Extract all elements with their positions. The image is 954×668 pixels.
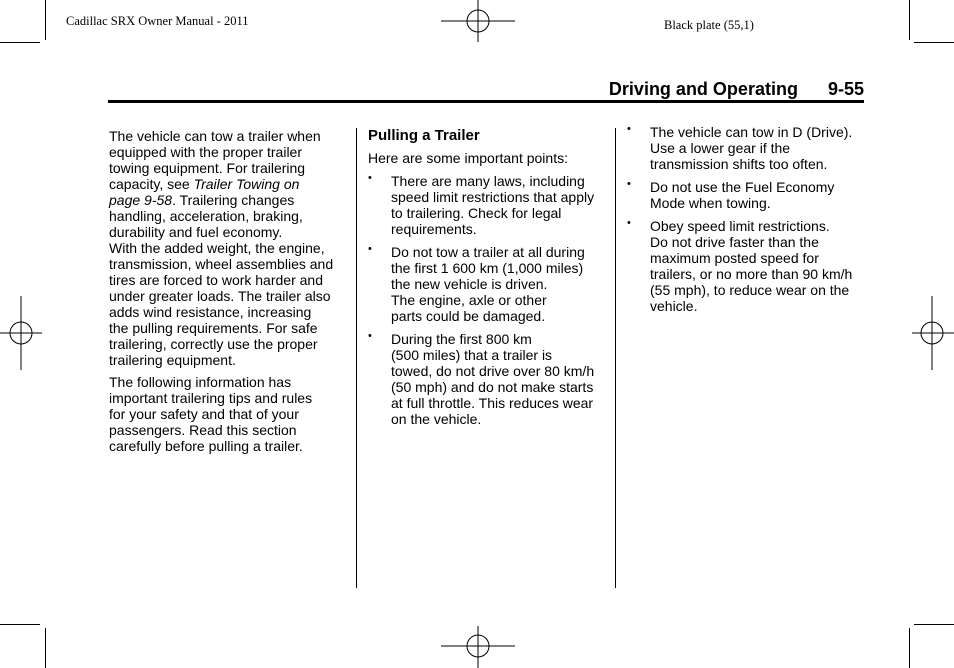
text-line: Do not tow a trailer at all during: [391, 244, 585, 260]
text-line: the new vehicle is driven.: [391, 276, 548, 292]
text-line: important trailering tips and rules: [109, 390, 313, 406]
text-line: under greater loads. The trailer also: [109, 288, 331, 304]
bullet-icon: •: [368, 172, 372, 184]
registration-mark-left: [0, 296, 42, 370]
crop-mark-top-left-v: [45, 0, 46, 40]
text-run: . Trailering changes: [172, 192, 295, 208]
text-line: With the added weight, the engine,: [109, 240, 325, 256]
crop-mark-top-right-v: [909, 0, 910, 40]
bullet-icon: •: [627, 123, 631, 135]
crop-mark-top-left-h: [0, 42, 40, 43]
text-run: capacity, see: [109, 176, 194, 192]
text-line: Use a lower gear if the: [650, 140, 791, 156]
crop-mark-bottom-right-h: [914, 624, 954, 625]
text-line: on the vehicle.: [391, 411, 482, 427]
cross-reference-link[interactable]: Trailer Towing on: [193, 176, 300, 192]
text-line: trailering, correctly use the proper: [109, 336, 318, 352]
text-line: transmission, wheel assemblies and: [109, 256, 334, 272]
text-line: Mode when towing.: [650, 195, 771, 211]
text-line: The vehicle can tow a trailer when: [109, 128, 321, 144]
text-line: to trailering. Check for legal: [391, 205, 562, 221]
paragraph-following-info: [109, 374, 349, 454]
text-line: There are many laws, including: [391, 173, 585, 189]
text-line: (500 miles) that a trailer is: [391, 347, 553, 363]
text-line: the pulling requirements. For safe: [109, 320, 318, 336]
text-line: tires are forced to work harder and: [109, 272, 323, 288]
list-item: [368, 244, 610, 324]
crop-mark-top-right-h: [914, 42, 954, 43]
registration-mark-top: [441, 0, 515, 42]
text-line: the first 1 600 km (1,000 miles): [391, 260, 584, 276]
text-line: transmission shifts too often.: [650, 156, 828, 172]
text-line: carefully before pulling a trailer.: [109, 438, 303, 454]
page-header: [560, 79, 864, 100]
text-line: trailering equipment.: [109, 352, 236, 368]
bullet-icon: •: [627, 217, 631, 229]
bullet-icon: •: [368, 330, 372, 342]
text-line: trailers, or no more than 90 km/h: [650, 266, 853, 282]
crop-mark-bottom-right-v: [909, 628, 910, 668]
text-line: The vehicle can tow in D (Drive).: [650, 124, 853, 140]
list-item: [627, 218, 867, 314]
text-line: The engine, axle or other: [391, 292, 547, 308]
list-item: [368, 331, 610, 427]
column-1: [109, 128, 349, 460]
bullet-icon: •: [368, 243, 372, 255]
paragraph-towing-intro: [109, 128, 349, 240]
text-line: (50 mph) and do not make starts: [391, 379, 594, 395]
section-title: Driving and Operating: [608, 79, 798, 99]
list-item: [627, 124, 867, 172]
text-line: adds wind resistance, increasing: [109, 304, 312, 320]
column-2: [368, 127, 610, 434]
text-line: passengers. Read this section: [109, 422, 297, 438]
print-header-left: Cadillac SRX Owner Manual - 2011: [66, 14, 249, 28]
section-heading: Pulling a Trailer: [368, 127, 480, 144]
text-line: speed limit restrictions that apply: [391, 189, 595, 205]
text-line: handling, acceleration, braking,: [109, 208, 303, 224]
text-line: requirements.: [391, 221, 477, 237]
paragraph-added-weight: [109, 240, 349, 368]
text-line: The following information has: [109, 374, 292, 390]
registration-mark-bottom: [441, 626, 515, 668]
column-divider-1: [356, 128, 357, 588]
text-line: for your safety and that of your: [109, 406, 299, 422]
text-line: Do not use the Fuel Economy: [650, 179, 835, 195]
text-line: durability and fuel economy.: [109, 224, 283, 240]
list-item: [627, 179, 867, 211]
intro-text: Here are some important points:: [368, 150, 568, 166]
column-divider-2: [615, 128, 616, 588]
crop-mark-bottom-left-v: [45, 628, 46, 668]
text-line: towing equipment. For trailering: [109, 160, 306, 176]
text-line: Obey speed limit restrictions.: [650, 218, 830, 234]
print-header-right: Black plate (55,1): [664, 18, 754, 32]
text-line: at full throttle. This reduces wear: [391, 395, 594, 411]
text-line: (55 mph), to reduce wear on the: [650, 282, 850, 298]
text-line: towed, do not drive over 80 km/h: [391, 363, 595, 379]
header-rule: [108, 100, 864, 103]
list-item: [368, 173, 610, 237]
text-line: maximum posted speed for: [650, 250, 819, 266]
page-number: 9-55: [827, 79, 864, 99]
crop-mark-bottom-left-h: [0, 624, 40, 625]
text-line: Do not drive faster than the: [650, 234, 819, 250]
registration-mark-right: [912, 296, 954, 370]
text-line: parts could be damaged.: [391, 308, 546, 324]
column-3: [627, 124, 867, 321]
text-line: During the first 800 km: [391, 331, 532, 347]
cross-reference-page[interactable]: page 9-58: [109, 192, 173, 208]
text-line: vehicle.: [650, 298, 698, 314]
text-line: equipped with the proper trailer: [109, 144, 303, 160]
bullet-icon: •: [627, 178, 631, 190]
